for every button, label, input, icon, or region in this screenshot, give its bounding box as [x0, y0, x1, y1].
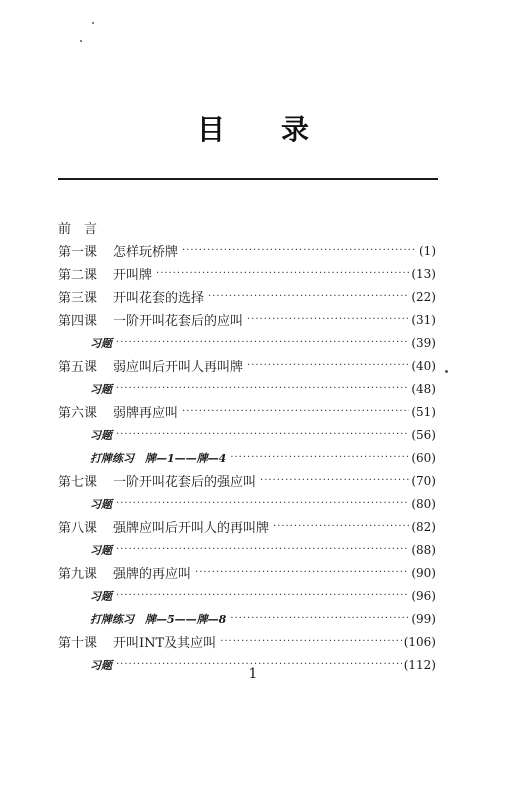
toc-lesson-entry[interactable] [0, 285, 506, 308]
entry-title: 习题 [90, 428, 112, 442]
dot-leader [260, 474, 432, 488]
entry-title: 弱牌再应叫 [113, 406, 179, 421]
title-divider [58, 178, 438, 180]
scan-speck [80, 40, 82, 42]
toc-sub-entry[interactable] [0, 423, 506, 446]
title-char-1: 目 [196, 113, 225, 146]
dot-leader [195, 566, 432, 580]
page-reference: (1) [419, 243, 436, 258]
page-reference: (70) [411, 473, 436, 488]
entry-title: 打牌练习 牌—5——牌—8 [90, 612, 227, 626]
page-reference: (13) [411, 266, 436, 281]
page-reference: (48) [411, 381, 436, 396]
page-reference: (56) [411, 427, 436, 442]
toc-sub-entry[interactable] [0, 331, 506, 354]
toc-lesson-entry[interactable] [0, 308, 506, 331]
toc-sub-entry[interactable] [0, 607, 506, 630]
toc-lesson-entry[interactable] [0, 400, 506, 423]
entry-title: 怎样玩桥牌 [113, 245, 179, 260]
dot-leader [247, 313, 432, 327]
lesson-number: 第十课 [58, 636, 98, 651]
toc-sub-entry[interactable] [0, 492, 506, 515]
lesson-number: 第一课 [58, 245, 98, 260]
page-reference: (51) [411, 404, 436, 419]
dot-leader [116, 589, 432, 603]
table-of-contents [0, 216, 506, 676]
entry-title: 开叫牌 [113, 268, 153, 283]
dot-leader [273, 520, 432, 534]
dot-leader [116, 543, 432, 557]
lesson-number: 第八课 [58, 521, 98, 536]
dot-leader [116, 336, 432, 350]
toc-lesson-entry[interactable] [0, 262, 506, 285]
entry-title: 一阶开叫花套后的强应叫 [113, 475, 257, 490]
page-reference: (90) [411, 565, 436, 580]
entry-title: 一阶开叫花套后的应叫 [113, 314, 244, 329]
toc-lesson-entry[interactable] [0, 469, 506, 492]
page-reference: (106) [403, 634, 436, 649]
entry-title: 弱应叫后开叫人再叫牌 [113, 360, 244, 375]
toc-preface[interactable] [0, 216, 506, 239]
page-reference: (22) [411, 289, 436, 304]
page-reference: (99) [411, 611, 436, 626]
lesson-number: 第二课 [58, 268, 98, 283]
lesson-number: 第九课 [58, 567, 98, 582]
entry-title: 开叫INT及其应叫 [113, 636, 217, 651]
dot-leader [247, 359, 432, 373]
lesson-number: 第五课 [58, 360, 98, 375]
entry-title: 强牌的再应叫 [113, 567, 192, 582]
dot-leader [116, 382, 432, 396]
dot-leader [220, 635, 432, 649]
toc-lesson-entry[interactable] [0, 561, 506, 584]
page-reference: (40) [411, 358, 436, 373]
entry-title: 习题 [90, 543, 112, 557]
entry-title: 开叫花套的选择 [113, 291, 205, 306]
page-reference: (88) [411, 542, 436, 557]
page-reference: (82) [411, 519, 436, 534]
entry-title: 习题 [90, 497, 112, 511]
preface-title: 前 言 [58, 222, 98, 237]
page-reference: (112) [403, 657, 436, 672]
page-reference: (96) [411, 588, 436, 603]
dot-leader [208, 290, 432, 304]
lesson-number: 第三课 [58, 291, 98, 306]
dot-leader [156, 267, 432, 281]
entry-title: 习题 [90, 658, 112, 672]
title-char-2: 录 [281, 113, 310, 146]
toc-lesson-entry[interactable] [0, 515, 506, 538]
page-title [0, 108, 506, 148]
entry-title: 习题 [90, 589, 112, 603]
page-reference: (60) [411, 450, 436, 465]
scan-speck [445, 370, 448, 373]
entry-title: 习题 [90, 336, 112, 350]
toc-sub-entry[interactable] [0, 377, 506, 400]
page-reference: (31) [411, 312, 436, 327]
dot-leader [230, 612, 432, 626]
toc-lesson-entry[interactable] [0, 354, 506, 377]
lesson-number: 第四课 [58, 314, 98, 329]
page-number: 1 [248, 666, 258, 682]
dot-leader [116, 497, 432, 511]
dot-leader [230, 451, 432, 465]
scan-speck [92, 22, 94, 24]
entry-title: 强牌应叫后开叫人的再叫牌 [113, 521, 270, 536]
entry-title: 习题 [90, 382, 112, 396]
toc-sub-entry[interactable] [0, 538, 506, 561]
dot-leader [182, 244, 432, 258]
toc-lesson-entry[interactable] [0, 630, 506, 653]
entry-title: 打牌练习 牌—1——牌—4 [90, 451, 227, 465]
lesson-number: 第七课 [58, 475, 98, 490]
toc-sub-entry[interactable] [0, 446, 506, 469]
toc-lesson-entry[interactable] [0, 239, 506, 262]
dot-leader [182, 405, 432, 419]
lesson-number: 第六课 [58, 406, 98, 421]
toc-sub-entry[interactable] [0, 584, 506, 607]
page-reference: (39) [411, 335, 436, 350]
dot-leader [116, 428, 432, 442]
page-reference: (80) [411, 496, 436, 511]
